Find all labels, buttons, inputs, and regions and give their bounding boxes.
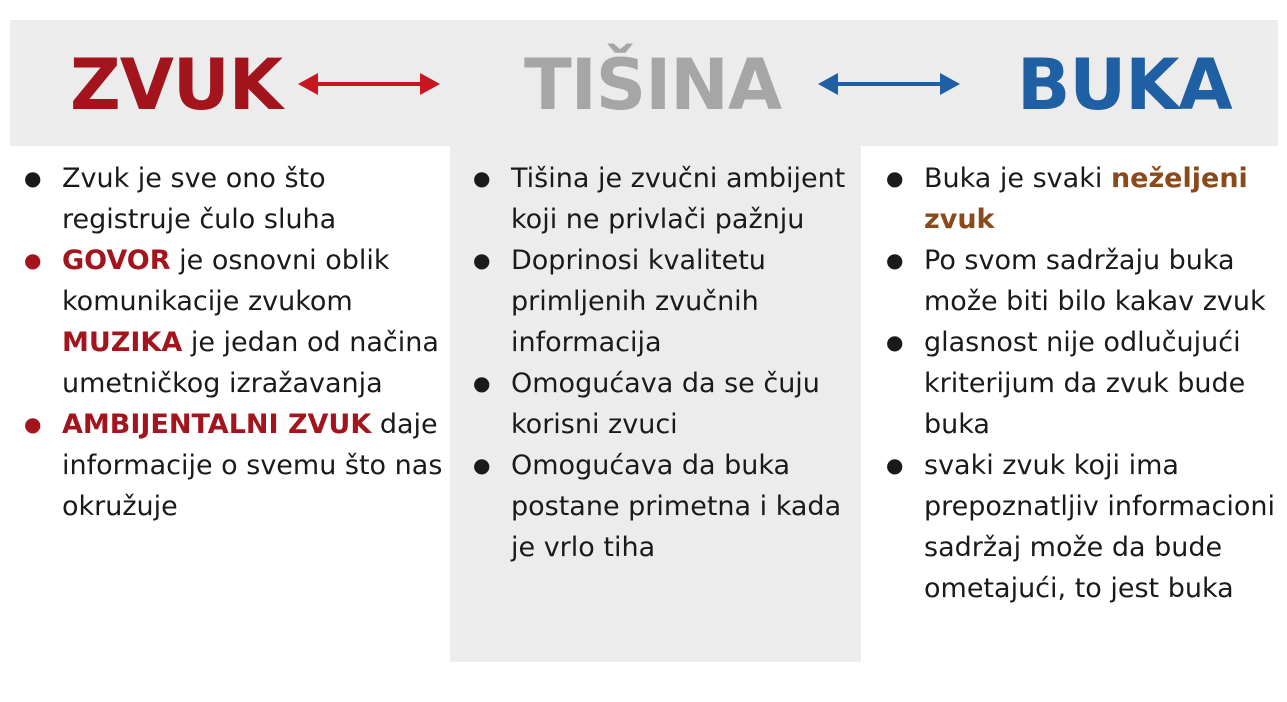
bullet-icon: ● <box>886 248 904 272</box>
list-item: ● Tišina je zvučni ambijent koji ne privlači pažnju <box>473 158 863 240</box>
bullet-icon: ● <box>24 248 42 272</box>
bullet-icon: ● <box>24 166 42 190</box>
ambijentalni-zvuk-highlight: AMBIJENTALNI ZVUK <box>62 409 372 440</box>
bullet-icon: ● <box>24 412 42 436</box>
list-item: ● Doprinosi kvalitetu primljenih zvučnih informacija <box>473 240 863 363</box>
zvuk-column <box>24 158 444 527</box>
title-zvuk: ZVUK <box>70 44 283 126</box>
nezeljeni-zvuk-highlight: neželjeni zvuk <box>924 163 1248 235</box>
bullet-icon: ● <box>886 330 904 354</box>
list-item: ● svaki zvuk koji ima prepoznatljiv informacioni sadržaj može da bude ometajući, to jest buka <box>886 445 1286 609</box>
muzika-highlight: MUZIKA <box>62 327 183 358</box>
bullet-icon: ● <box>473 453 491 477</box>
title-buka: BUKA <box>1017 44 1232 126</box>
title-tisina: TIŠINA <box>524 44 782 126</box>
double-headed-arrow-blue-icon <box>818 68 960 100</box>
list-item: ● GOVOR je osnovni oblik komunikacije zvukom <box>24 240 444 322</box>
buka-column <box>886 158 1286 609</box>
list-item: ● Omogućava da se čuju korisni zvuci <box>473 363 863 445</box>
list-item-continuation: MUZIKA je jedan od načina umetničkog izražavanja <box>62 327 439 399</box>
bullet-icon: ● <box>886 453 904 477</box>
govor-highlight: GOVOR <box>62 245 171 276</box>
bullet-icon: ● <box>473 371 491 395</box>
double-headed-arrow-red-icon <box>298 68 440 100</box>
list-item: ● glasnost nije odlučujući kriterijum da zvuk bude buka <box>886 322 1286 445</box>
list-item: ● Po svom sadržaju buka može biti bilo kakav zvuk <box>886 240 1286 322</box>
bullet-icon: ● <box>886 166 904 190</box>
list-item: ● Buka je svaki neželjeni zvuk <box>886 158 1286 240</box>
list-item: ● Omogućava da buka postane primetna i kada je vrlo tiha <box>473 445 863 568</box>
bullet-icon: ● <box>473 166 491 190</box>
bullet-icon: ● <box>473 248 491 272</box>
list-item: ● Zvuk je sve ono što registruje čulo sluha <box>24 158 444 240</box>
tisina-column <box>473 158 863 568</box>
list-item: ● AMBIJENTALNI ZVUK daje informacije o svemu što nas okružuje <box>24 404 444 527</box>
